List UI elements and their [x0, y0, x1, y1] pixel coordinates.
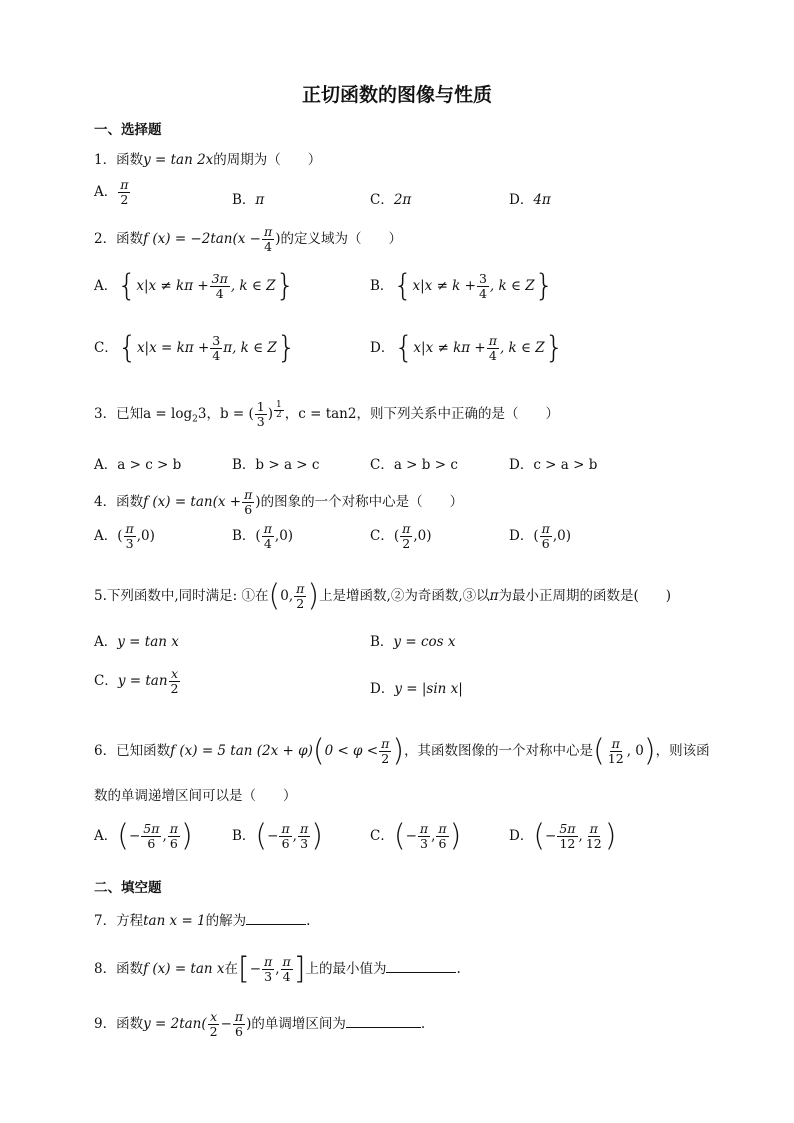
numerator: π [263, 224, 273, 239]
numerator: π [125, 521, 134, 536]
q1-option-c [370, 188, 411, 208]
numerator: π [488, 333, 497, 348]
option-label: A． [94, 457, 118, 473]
numerator: π [589, 821, 598, 836]
q9-function: y = 2tan( [143, 1016, 207, 1032]
period: . [420, 1016, 426, 1032]
fraction [141, 822, 161, 851]
option-value: b > a > c [255, 457, 320, 473]
option-label: D． [509, 192, 534, 208]
numerator: 5π [143, 821, 160, 836]
option-label: D． [509, 828, 534, 844]
denominator: 6 [235, 1024, 243, 1039]
q4-suffix: 的图象的一个对称中心是（ ） [260, 494, 464, 510]
fraction [124, 522, 136, 551]
q5-suffix: 为最小正周期的函数是( ) [498, 588, 672, 604]
page-title: 正切函数的图像与性质 [301, 84, 492, 106]
brace-open: { [393, 268, 413, 304]
q2-option-c [94, 330, 296, 366]
q7-prefix: 7．方程 [94, 913, 144, 929]
fraction [281, 955, 293, 984]
pi-symbol: π [489, 588, 499, 604]
exponent [273, 399, 285, 420]
option-value: a > b > c [393, 457, 458, 473]
q2-prefix: 2．函数 [94, 231, 144, 247]
question-1-stem [94, 150, 321, 170]
option-label: A． [94, 184, 118, 200]
denominator: 4 [212, 348, 221, 363]
question-9-stem: 9．函数y = 2tan( $\frac{x}{2}$ − $\frac{\pi}{6}$ )的单调增区间为 . [94, 1009, 426, 1039]
separator: ， [206, 406, 220, 422]
q8-middle: 在 [224, 961, 238, 977]
fraction [540, 522, 552, 551]
option-label: B． [232, 457, 256, 473]
option-label: B． [232, 528, 256, 544]
q3-suffix: ，则下列关系中正确的是（ ） [356, 406, 559, 422]
option-label: D． [370, 681, 395, 697]
set-tail: , k ∈ Z [230, 278, 276, 294]
numerator: π [120, 177, 129, 192]
paren-open: ( [117, 818, 129, 854]
q1-option-a [94, 178, 131, 207]
numerator: x [210, 1009, 218, 1024]
numerator: π [169, 821, 178, 836]
denominator: 12 [607, 751, 624, 766]
option-label: C． [370, 528, 394, 544]
q7-suffix: 的解为 [205, 913, 247, 929]
brace-open: { [117, 268, 137, 304]
fraction [262, 522, 274, 551]
denominator: 6 [541, 536, 550, 551]
denominator: 3 [256, 414, 265, 429]
paren-open: ( [393, 818, 406, 854]
fraction [262, 955, 274, 984]
brace-open: { [117, 330, 137, 366]
point-tail: , 0 [626, 743, 644, 759]
q6-prefix: 6．已知函数 [94, 743, 171, 759]
paren-open: ( [255, 818, 268, 854]
q1-suffix: 的周期为（ ） [213, 152, 322, 168]
paren-close: ) [246, 1016, 252, 1032]
option-label: B． [370, 278, 394, 294]
option-value: 4π [533, 192, 551, 208]
denominator: 4 [488, 348, 497, 363]
denominator: 2 [296, 596, 305, 611]
denominator: 2 [170, 681, 179, 696]
set-expr: x|x ≠ kπ + [413, 340, 486, 356]
denominator: 3 [420, 836, 428, 851]
question-7-stem [94, 910, 310, 931]
denominator: 12 [559, 836, 576, 851]
denominator: 6 [147, 836, 156, 851]
fraction [294, 582, 306, 611]
denominator: 6 [244, 502, 253, 517]
set-expr: x|x ≠ k + [412, 278, 476, 294]
exp-fraction [274, 401, 284, 420]
paren-close: ) [392, 733, 405, 769]
numerator: 1 [256, 399, 265, 414]
fraction [169, 667, 181, 696]
option-label: B． [232, 828, 256, 844]
denominator: 4 [215, 286, 224, 301]
paren-close: ) [449, 818, 462, 854]
paren-close: ) [180, 818, 193, 854]
paren-open: ( [312, 733, 325, 769]
q1-option-b [232, 188, 264, 208]
denominator: 3 [264, 969, 273, 984]
fraction [210, 334, 222, 363]
paren-close: ) [267, 406, 273, 422]
q5-prefix: 5.下列函数中,同时满足: ①在 [94, 588, 269, 604]
q6-function: f (x) = 5 tan (2x + φ) [170, 743, 313, 759]
q8-answer-blank[interactable] [386, 958, 456, 973]
q4-function: f (x) = tan(x + [143, 494, 242, 510]
denominator: 3 [300, 836, 309, 851]
denominator: 3 [125, 536, 134, 551]
fraction [477, 272, 489, 301]
q9-prefix: 9．函数 [94, 1016, 144, 1032]
numerator: 3π [211, 271, 228, 286]
paren-open: ( [593, 733, 605, 769]
question-6-stem-line2: 数的单调递增区间可以是（ ） [94, 788, 297, 804]
log-base: 2 [192, 414, 198, 425]
option-value: 2π [393, 192, 412, 208]
set-expr: x|x = kπ + [136, 340, 210, 356]
q1-a-fraction [118, 178, 130, 207]
q7-answer-blank[interactable] [246, 910, 306, 925]
q4-option-d: D．( $\frac{\pi}{6}$ ,0) [509, 521, 571, 551]
numerator: π [611, 736, 620, 751]
paren-close: ) [311, 818, 323, 854]
question-5-stem: 5.下列函数中,同时满足: ①在(0, $\frac{\pi}{2}$ )上是增函数,②为奇函数,③以π为最小正周期的函数是( ) [94, 578, 672, 614]
q5-option-c [94, 667, 182, 696]
q7-equation: tan x = 1 [143, 913, 206, 929]
q3-option-c [370, 453, 458, 473]
q8-function: f (x) = tan x [143, 961, 225, 977]
set-tail: , k ∈ Z [499, 340, 545, 356]
set-tail: , k ∈ Z [489, 278, 535, 294]
q2-function: f (x) = −2tan(x − [143, 231, 261, 247]
q1-option-d [509, 188, 551, 208]
denominator: 2 [402, 536, 411, 551]
option-label: D． [509, 528, 534, 544]
option-value: y = tan x [117, 634, 179, 650]
question-8-stem: 8．函数f (x) = tan x在[− $\frac{\pi}{3}$ , $\frac{\pi}{4}$ ]上的最小值为 . [94, 951, 461, 987]
q6-option-d: D．(− $\frac{5\pi}{12}$ , $\frac{\pi}{12}$ ) [509, 818, 617, 854]
brace-open: { [394, 330, 414, 366]
fraction [379, 737, 391, 766]
denominator: 2 [381, 751, 390, 766]
option-label: A． [94, 278, 118, 294]
option-label: A． [94, 634, 118, 650]
numerator: 1 [276, 399, 282, 410]
q3-prefix: 3．已知 [94, 406, 144, 422]
option-value: π [255, 192, 265, 208]
q5-option-b [370, 630, 455, 650]
point-tail: ,0) [552, 528, 571, 544]
denominator: 6 [169, 836, 178, 851]
paren-open: ( [268, 578, 281, 614]
option-value: y = |sin x| [394, 681, 463, 697]
q6-option-b: B．(− $\frac{\pi}{6}$ , $\frac{\pi}{3}$ ) [232, 818, 323, 854]
set-tail: π, k ∈ Z [223, 340, 277, 356]
question-6-stem [94, 733, 710, 769]
brace-close: } [276, 330, 296, 366]
q1-prefix: 1．函数 [94, 152, 144, 168]
numerator: π [438, 821, 447, 836]
numerator: π [244, 487, 253, 502]
denominator: 12 [585, 836, 602, 851]
q6-suffix: ，则该函 [655, 743, 710, 759]
option-label: A． [94, 828, 118, 844]
option-value: y = tan [117, 673, 168, 689]
numerator: 5π [559, 821, 576, 836]
q2-close: ) [275, 231, 281, 247]
point-tail: ,0) [413, 528, 432, 544]
q4-option-a: A．( $\frac{\pi}{3}$ ,0) [94, 521, 155, 551]
paren-close: ) [255, 494, 261, 510]
fraction [606, 737, 626, 766]
bracket-open: [ [238, 951, 250, 987]
option-label: C． [94, 340, 118, 356]
paren-close: ) [604, 818, 617, 854]
denominator: 2 [276, 409, 282, 420]
denominator: 2 [209, 1024, 218, 1039]
paren-close: ) [307, 578, 320, 614]
q5-option-a [94, 630, 179, 650]
period: . [306, 913, 311, 929]
numerator: x [170, 666, 179, 681]
option-label: C． [370, 457, 394, 473]
q9-suffix: 的单调增区间为 [251, 1016, 346, 1032]
option-label: B． [370, 634, 394, 650]
q4-option-c: C．( $\frac{\pi}{2}$ ,0) [370, 521, 432, 551]
numerator: 3 [478, 271, 487, 286]
section-choice-heading: 一、选择题 [94, 122, 162, 138]
question-4-stem [94, 488, 463, 517]
option-label: B． [232, 192, 256, 208]
point-tail: ,0) [136, 528, 155, 544]
numerator: π [263, 521, 272, 536]
question-3-stem [94, 400, 559, 430]
denominator: 6 [438, 836, 447, 851]
denominator: 4 [263, 536, 272, 551]
q6-option-c: C．(− $\frac{\pi}{3}$ , $\frac{\pi}{6}$ ) [370, 818, 462, 854]
option-label: C． [370, 192, 394, 208]
condition: 0 < φ < [324, 743, 379, 759]
q3-option-a [94, 453, 181, 473]
denominator: 2 [120, 192, 129, 207]
q3-c: c = tan2 [298, 406, 357, 422]
fraction [233, 1010, 245, 1039]
q2-option-d [370, 330, 564, 366]
option-value: y = cos x [393, 634, 456, 650]
numerator: π [419, 821, 429, 836]
fraction [436, 822, 448, 851]
option-value: c > a > b [533, 457, 598, 473]
q8-suffix: 上的最小值为 [305, 961, 387, 977]
q3-option-d [509, 453, 597, 473]
q3-b: b = ( [219, 406, 254, 422]
q2-suffix: 的定义域为（ ） [280, 231, 402, 247]
option-label: D． [370, 340, 395, 356]
option-label: C． [370, 828, 394, 844]
option-label: A． [94, 528, 118, 544]
bracket-close: ] [293, 951, 306, 987]
q9-answer-blank[interactable] [346, 1013, 421, 1028]
numerator: π [234, 1009, 244, 1024]
period: . [456, 961, 461, 977]
numerator: π [299, 821, 309, 836]
denominator: 4 [264, 239, 273, 254]
q8-prefix: 8．函数 [94, 961, 144, 977]
fraction [400, 522, 412, 551]
separator: ， [284, 406, 299, 422]
q4-prefix: 4．函数 [94, 494, 144, 510]
numerator: π [264, 954, 273, 969]
q3-a: a = log [143, 406, 193, 422]
point-tail: ,0) [274, 528, 294, 544]
set-expr: x|x ≠ kπ + [136, 278, 209, 294]
q3-option-b [232, 453, 319, 473]
fraction [418, 822, 430, 851]
fraction [208, 1010, 220, 1039]
numerator: π [281, 821, 290, 836]
q5-option-d [370, 677, 463, 697]
paren-open: ( [533, 818, 546, 854]
q2-option-b [370, 268, 554, 304]
fraction [210, 272, 230, 301]
brace-close: } [544, 330, 564, 366]
option-label: C． [94, 673, 118, 689]
option-value: a > c > b [117, 457, 182, 473]
numerator: 3 [212, 333, 221, 348]
fraction [242, 488, 254, 517]
q4-option-b: B．( $\frac{\pi}{4}$ ,0) [232, 521, 294, 551]
fraction [557, 822, 577, 851]
q6-middle: ，其函数图像的一个对称中心是 [404, 743, 594, 759]
fraction [584, 822, 604, 851]
denominator: 6 [281, 836, 290, 851]
section-fill-heading: 二、填空题 [94, 880, 162, 896]
fraction [255, 400, 267, 429]
q2-option-a [94, 268, 295, 304]
fraction [298, 822, 310, 851]
paren-close: ) [643, 733, 656, 769]
q1-function: y = tan 2x [143, 152, 214, 168]
numerator: π [282, 954, 291, 969]
brace-close: } [275, 268, 295, 304]
numerator: π [381, 736, 390, 751]
q5-middle: 上是增函数,②为奇函数,③以 [319, 588, 490, 604]
brace-close: } [534, 268, 554, 304]
numerator: π [296, 581, 305, 596]
fraction [279, 822, 291, 851]
denominator: 4 [478, 286, 487, 301]
denominator: 4 [282, 969, 291, 984]
fraction [168, 822, 180, 851]
q2-fraction [262, 225, 274, 254]
option-label: D． [509, 457, 534, 473]
log-arg: 3 [197, 406, 207, 422]
question-2-stem [94, 225, 402, 254]
fraction [487, 334, 499, 363]
numerator: π [402, 521, 411, 536]
numerator: π [541, 521, 550, 536]
q6-option-a: A．(− $\frac{5\pi}{6}$ , $\frac{\pi}{6}$ ) [94, 818, 193, 854]
